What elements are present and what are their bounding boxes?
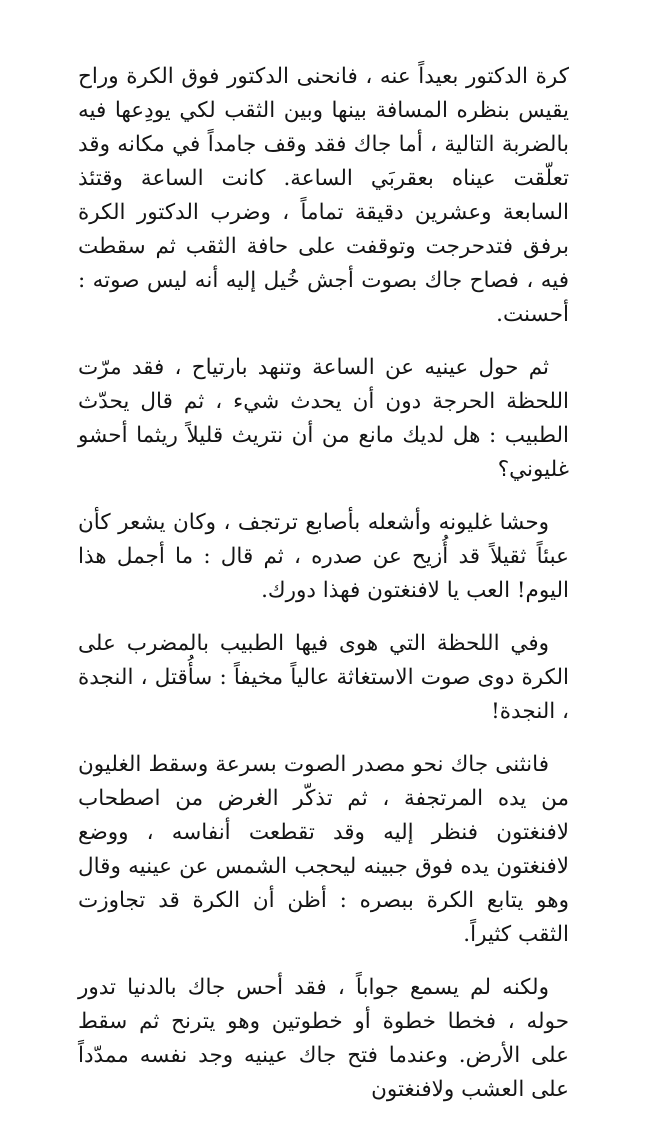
paragraph: كرة الدكتور بعيداً عنه ، فانحنى الدكتور فوق الكرة وراح يقيس بنظره المسافة بينها وبين الثقب لكي يودِعها فيه بالضربة التالية ، أما جاك فقد وقف جامداً في مكانه وقد تعلّقت عيناه بعقربَي الساعة. كانت الساعة وقتئذ السابعة وعشرين دقيقة تماماً ، وضرب الدكتور الكرة برفق فتدحرجت وتوقفت على حافة الثقب ثم سقطت فيه ، فصاح جاك بصوت أجش خُيل إليه أنه ليس صوته : أحسنت. <box>78 64 569 327</box>
paragraph: فانثنى جاك نحو مصدر الصوت بسرعة وسقط الغليون من يده المرتجفة ، ثم تذكّر الغرض من اصطحاب لافنغتون فنظر إليه وقد تقطعت أنفاسه ، ووضع لافنغتون يده فوق جبينه ليحجب الشمس عن عينيه وقال وهو يتابع الكرة ببصره : أظن أن الكرة قد تجاوزت الثقب كثيراً. <box>78 752 569 947</box>
paragraph: وحشا غليونه وأشعله بأصابع ترتجف ، وكان يشعر كأن عبئاً ثقيلاً قد أُزيح عن صدره ، ثم قال : ما أجمل هذا اليوم! العب يا لافنغتون فهذا دورك. <box>78 510 569 603</box>
paragraph: ولكنه لم يسمع جواباً ، فقد أحس جاك بالدنيا تدور حوله ، فخطا خطوة أو خطوتين وهو يترنح ثم سقط على الأرض. وعندما فتح جاك عينيه وجد نفسه ممدّداً على العشب ولافنغتون <box>78 975 569 1102</box>
paragraph: ثم حول عينيه عن الساعة وتنهد بارتياح ، فقد مرّت اللحظة الحرجة دون أن يحدث شيء ، ثم قال يحدّث الطبيب : هل لديك مانع من أن نتريث قليلاً ريثما أحشو غليوني؟ <box>78 355 569 482</box>
book-page <box>78 60 569 1126</box>
paragraph: وفي اللحظة التي هوى فيها الطبيب بالمضرب على الكرة دوى صوت الاستغاثة عالياً مخيفاً : سأُقتل ، النجدة ، النجدة! <box>78 631 569 724</box>
